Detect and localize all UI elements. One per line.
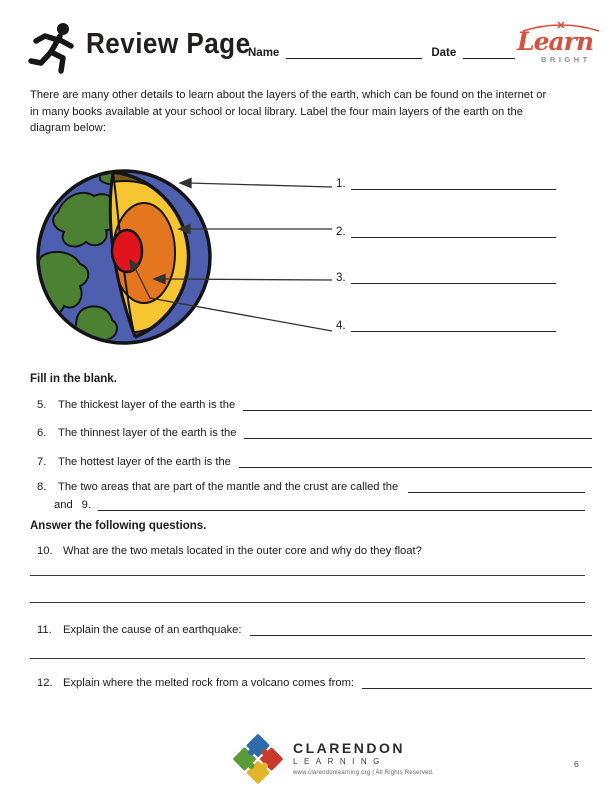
name-blank — [286, 46, 422, 59]
blank-number: 1. — [336, 178, 346, 190]
question-number: 12. — [37, 677, 53, 689]
answer-blank — [98, 498, 585, 511]
answer-line — [30, 563, 585, 576]
answer-blank — [250, 623, 592, 636]
question-text: The thickest layer of the earth is the — [58, 399, 236, 411]
question-number: 6. — [37, 427, 47, 439]
question-text: The thinnest layer of the earth is the — [58, 427, 237, 439]
answer-blank — [362, 676, 592, 689]
answer-blank — [351, 177, 556, 190]
question-text: Explain where the melted rock from a volcano comes from: — [63, 677, 354, 689]
leader-line-1 — [188, 183, 332, 187]
question-number: 10. — [37, 545, 53, 557]
section-heading-answer-questions: Answer the following questions. — [30, 520, 207, 532]
arrowhead-1-icon — [180, 179, 191, 188]
answer-blank — [243, 398, 592, 411]
name-date-row — [248, 46, 515, 59]
intro-line: diagram below: — [30, 122, 106, 134]
diagram-blank-1 — [336, 177, 556, 190]
question-number: 7. — [37, 456, 47, 468]
question-text: What are the two metals located in the outer core and why do they float? — [63, 545, 422, 557]
diagram-blank-4 — [336, 319, 556, 332]
clarendon-learning-wordmark — [293, 741, 434, 776]
answer-line — [30, 646, 585, 659]
clarendon-puzzle-logo-icon — [232, 733, 284, 785]
logo-word-bright: BRIGHT — [541, 55, 591, 64]
learn-bright-logo — [517, 19, 603, 77]
intro-line: in many books available at your school or local library. Label the four main layers of the earth on the — [30, 105, 523, 118]
blank-number: 4. — [336, 320, 346, 332]
earth-layers-diagram — [30, 160, 360, 355]
brand-name: CLARENDON — [293, 740, 405, 756]
answer-blank — [351, 271, 556, 284]
blank-number: 2. — [336, 226, 346, 238]
footer-tagline: www.clarendonlearning.org | All Rights Reserved. — [293, 770, 434, 776]
question-text: Explain the cause of an earthquake: — [63, 624, 242, 636]
answer-blank — [244, 426, 592, 439]
question-text: and — [54, 499, 73, 511]
page-number: 6 — [574, 759, 579, 769]
question-number: 11. — [37, 624, 52, 636]
question-text: The two areas that are part of the mantle and the crust are called the — [58, 481, 399, 493]
page-title: Review Page — [86, 28, 251, 60]
section-heading-fill-in-blank: Fill in the blank. — [30, 373, 117, 385]
blank-number: 3. — [336, 272, 346, 284]
question-number: 8. — [37, 481, 47, 493]
brand-subname: LEARNING — [293, 757, 386, 766]
question-5 — [37, 398, 592, 411]
question-10 — [37, 545, 592, 557]
diagram-blank-3 — [336, 271, 556, 284]
question-12 — [37, 676, 592, 689]
question-7 — [37, 455, 592, 468]
answer-line — [30, 590, 585, 603]
name-label: Name — [248, 47, 280, 59]
answer-blank — [351, 225, 556, 238]
question-number: 9. — [81, 499, 92, 511]
question-8-9 — [37, 480, 585, 511]
date-blank — [463, 46, 515, 59]
intro-paragraph — [30, 87, 590, 137]
question-6 — [37, 426, 592, 439]
question-number: 5. — [37, 399, 47, 411]
intro-line: There are many other details to learn about the layers of the earth, which can be found on the internet or — [30, 89, 547, 101]
running-person-icon — [27, 21, 81, 77]
answer-blank — [239, 455, 592, 468]
question-11 — [37, 623, 592, 636]
answer-blank — [408, 480, 585, 493]
answer-blank — [351, 319, 556, 332]
question-text: The hottest layer of the earth is the — [58, 456, 231, 468]
diagram-blank-2 — [336, 225, 556, 238]
date-label: Date — [431, 47, 457, 59]
logo-word-learn: Learn — [517, 27, 594, 56]
